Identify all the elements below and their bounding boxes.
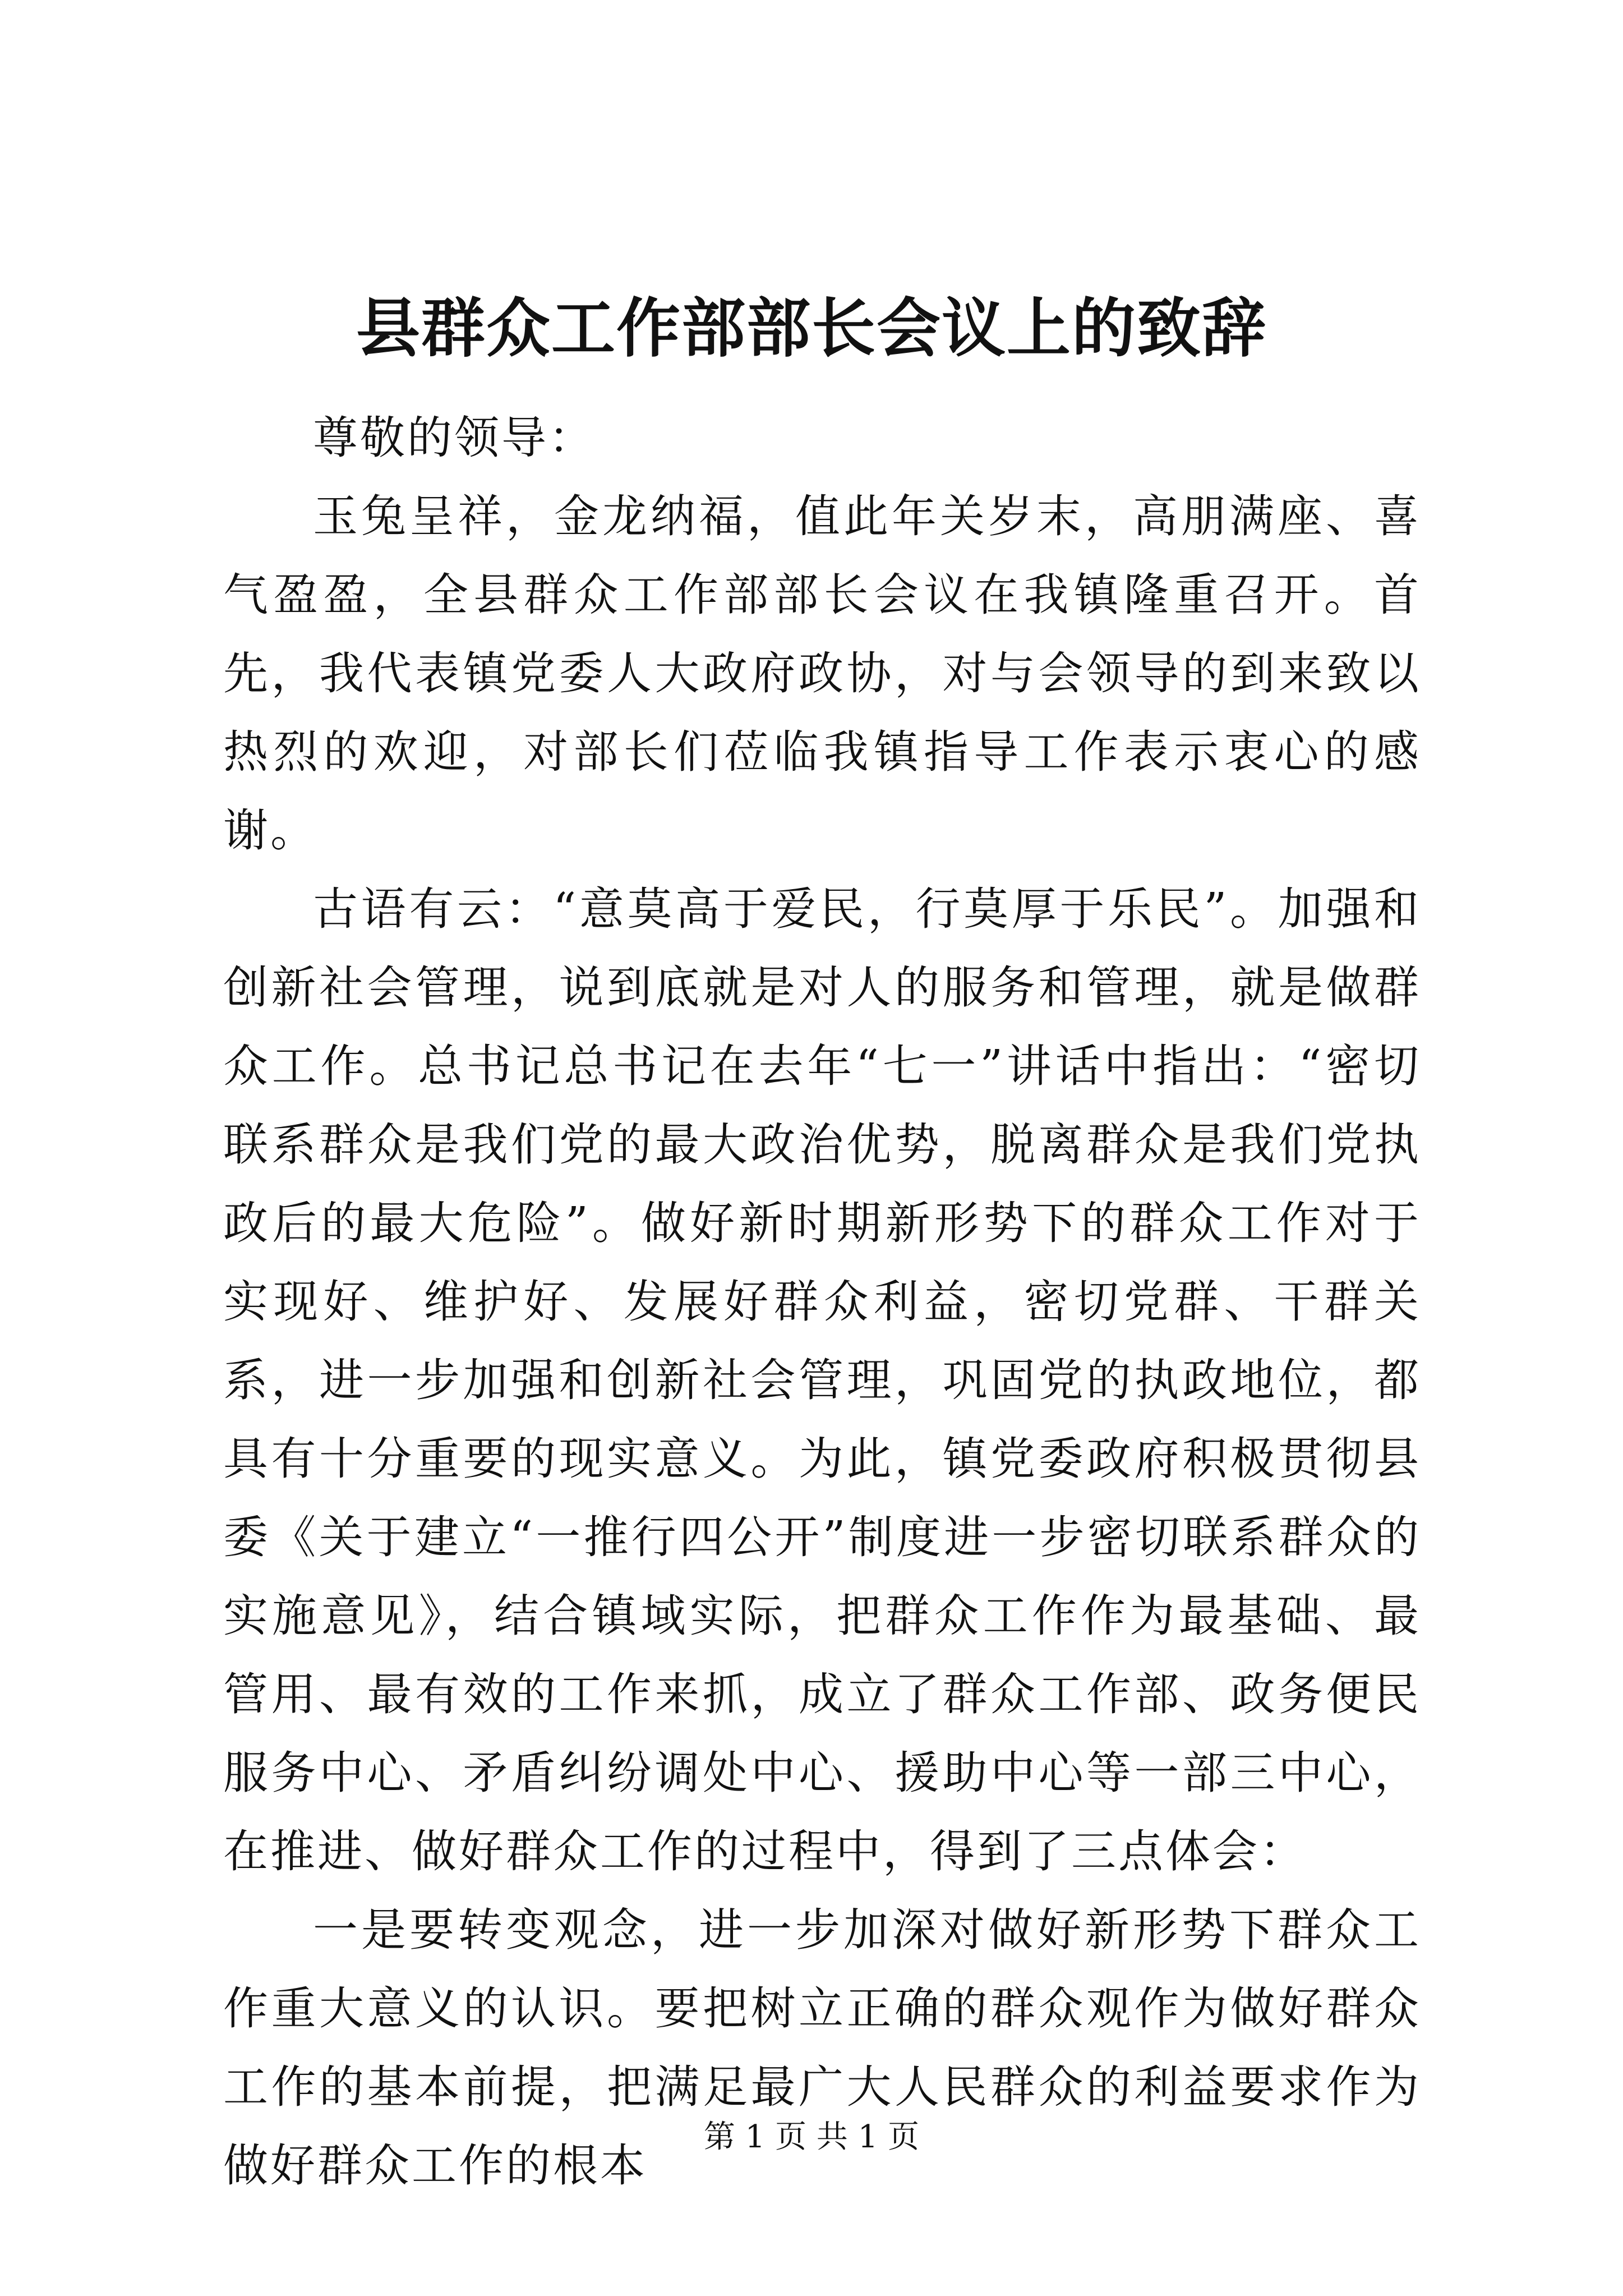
document-title: 县群众工作部部长会议上的致辞 bbox=[356, 291, 1267, 366]
greeting-line: 尊敬的领导： bbox=[313, 412, 596, 464]
paragraph-opening: 玉兔呈祥，金龙纳福，值此年关岁末，高朋满座、喜气盈盈，全县群众工作部部长会议在我镇隆重召开。首先，我代表镇党委人大政府政协，对与会领导的到来致以热烈的欢迎，对部长们莅临我镇指导工作表示衷心的感谢。 bbox=[223, 490, 1421, 857]
page-number-footer: 第 1 页 共 1 页 bbox=[703, 2119, 920, 2155]
paragraph-point-one: 一是要转变观念，进一步加深对做好新形势下群众工作重大意义的认识。要把树立正确的群众观作为做好群众工作的基本前提，把满足最广大人民群众的利益要求作为做好群众工作的根本 bbox=[223, 1904, 1421, 2192]
document-body bbox=[223, 399, 1421, 2205]
paragraph-main: 古语有云：“意莫高于爱民，行莫厚于乐民”。加强和创新社会管理，说到底就是对人的服务和管理，就是做群众工作。总书记总书记在去年“七一”讲话中指出：“密切联系群众是我们党的最大政治优势，脱离群众是我们党执政后的最大危险”。做好新时期新形势下的群众工作对于实现好、维护好、发展好群众利益，密切党群、干群关系，进一步加强和创新社会管理，巩固党的执政地位，都具有十分重要的现实意义。为此，镇党委政府积极贯彻县委《关于建立“一推行四公开”制度进一步密切联系群众的实施意见》，结合镇域实际，把群众工作作为最基础、最管用、最有效的工作来抓，成立了群众工作部、政务便民服务中心、矛盾纠纷调处中心、援助中心等一部三中心，在推进、做好群众工作的过程中，得到了三点体会： bbox=[223, 883, 1421, 1878]
